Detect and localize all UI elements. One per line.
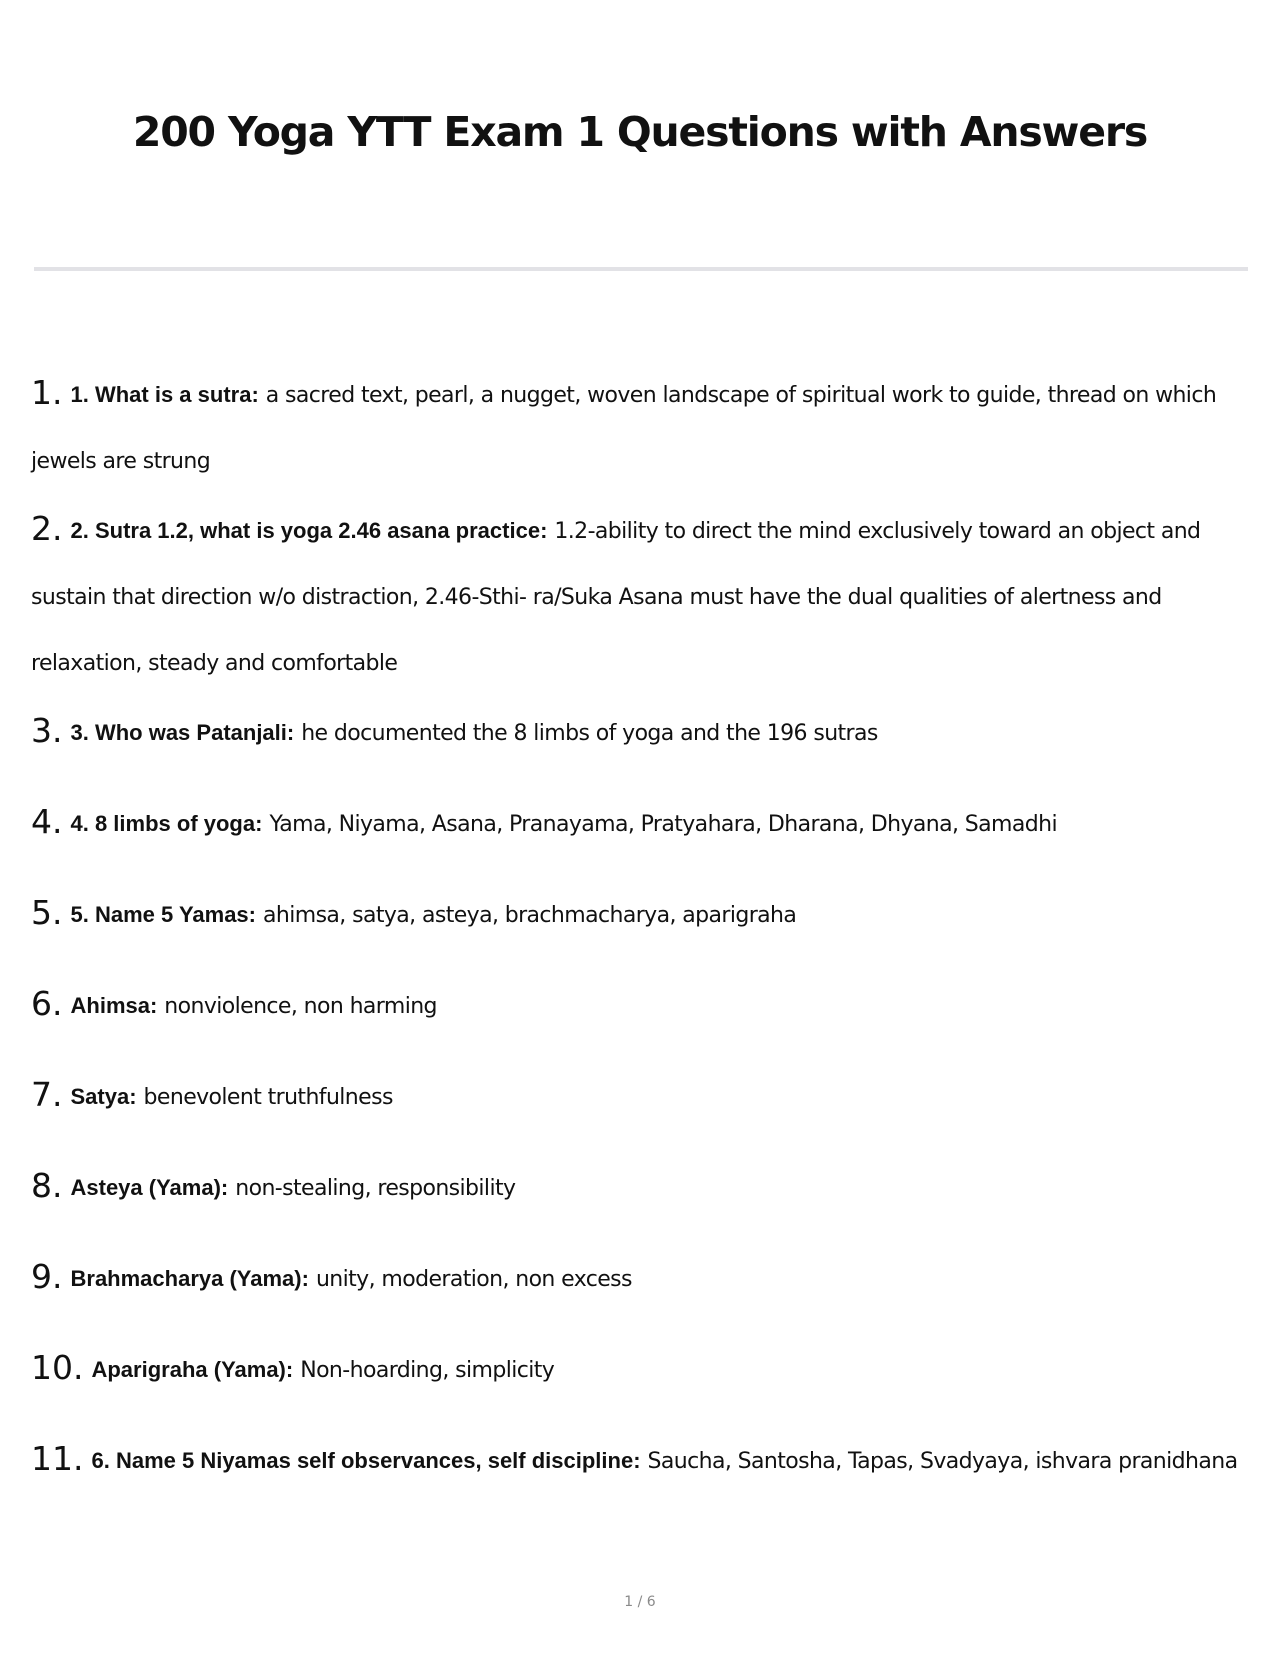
- item-text: [31, 496, 1246, 697]
- list-item: [31, 971, 1246, 1062]
- item-text: [31, 698, 1246, 767]
- item-question: 5. Name 5 Yamas:: [70, 902, 256, 927]
- list-item: [31, 789, 1246, 880]
- item-answer: ahimsa, satya, asteya, brachmacharya, aparigraha: [263, 903, 797, 928]
- item-answer: he documented the 8 limbs of yoga and the 196 sutras: [301, 721, 878, 746]
- item-answer: 1.2-ability to direct the mind exclusively toward an object and sustain that direction w/o distraction, 2.46-Sthi- ra/Suka Asana must have the dual qualities of alertness and relaxation, steady and comfortable: [31, 519, 1201, 676]
- item-question: 1. What is a sutra:: [70, 382, 259, 407]
- item-answer: Yama, Niyama, Asana, Pranayama, Pratyahara, Dharana, Dhyana, Samadhi: [269, 812, 1057, 837]
- item-number: 11.: [31, 1439, 84, 1478]
- list-item: [31, 1153, 1246, 1244]
- list-item: [31, 360, 1246, 496]
- item-text: [31, 1153, 1246, 1222]
- item-question: Asteya (Yama):: [70, 1175, 229, 1200]
- item-text: [31, 880, 1246, 949]
- item-answer: non-stealing, responsibility: [235, 1176, 516, 1201]
- list-item: [31, 1062, 1246, 1153]
- item-answer: Saucha, Santosha, Tapas, Svadyaya, ishvara pranidhana: [647, 1449, 1238, 1474]
- item-number: 10.: [31, 1348, 84, 1387]
- list-item: [31, 496, 1246, 698]
- item-number: 3.: [31, 711, 63, 750]
- item-text: [31, 360, 1246, 495]
- item-number: 1.: [31, 373, 63, 412]
- item-number: 7.: [31, 1075, 63, 1114]
- item-question: 3. Who was Patanjali:: [70, 720, 295, 745]
- item-text: [31, 1335, 1246, 1404]
- item-question: 2. Sutra 1.2, what is yoga 2.46 asana practice:: [70, 518, 548, 543]
- list-item: [31, 698, 1246, 789]
- item-question: Brahmacharya (Yama):: [70, 1266, 309, 1291]
- title-divider: [34, 267, 1248, 271]
- item-answer: benevolent truthfulness: [143, 1085, 393, 1110]
- item-text: [31, 789, 1246, 858]
- item-number: 6.: [31, 984, 63, 1023]
- list-item: [31, 1426, 1246, 1562]
- item-question: Ahimsa:: [70, 993, 158, 1018]
- page-indicator: 1 / 6: [624, 1594, 656, 1610]
- item-answer: a sacred text, pearl, a nugget, woven landscape of spiritual work to guide, thread on which jewels are strung: [31, 383, 1217, 474]
- item-number: 8.: [31, 1166, 63, 1205]
- item-number: 2.: [31, 509, 63, 548]
- item-question: 4. 8 limbs of yoga:: [70, 811, 263, 836]
- list-item: [31, 880, 1246, 971]
- list-item: [31, 1244, 1246, 1335]
- item-text: [31, 1244, 1246, 1313]
- item-number: 5.: [31, 893, 63, 932]
- list-item: [31, 1335, 1246, 1426]
- question-list: [31, 360, 1246, 1562]
- item-question: 6. Name 5 Niyamas self observances, self discipline:: [91, 1448, 641, 1473]
- page-title: 200 Yoga YTT Exam 1 Questions with Answers: [132, 108, 1148, 156]
- item-text: [31, 1426, 1246, 1495]
- item-answer: unity, moderation, non excess: [315, 1267, 632, 1292]
- item-number: 9.: [31, 1257, 63, 1296]
- item-question: Aparigraha (Yama):: [91, 1357, 294, 1382]
- item-answer: nonviolence, non harming: [164, 994, 437, 1019]
- item-answer: Non-hoarding, simplicity: [300, 1358, 555, 1383]
- item-text: [31, 971, 1246, 1040]
- item-text: [31, 1062, 1246, 1131]
- item-number: 4.: [31, 802, 63, 841]
- item-question: Satya:: [70, 1084, 137, 1109]
